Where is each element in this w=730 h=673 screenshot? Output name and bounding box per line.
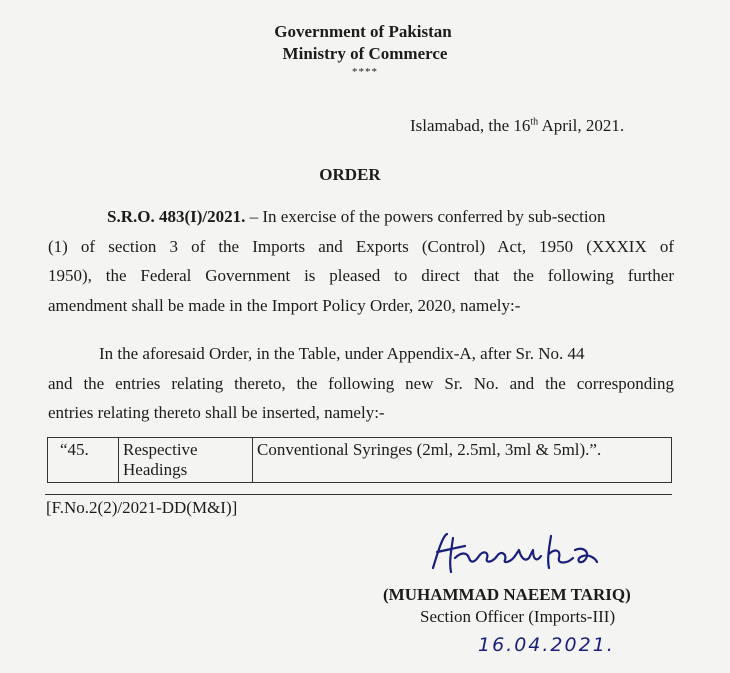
handwritten-date: 16.04.2021. [478, 634, 615, 656]
para2-line1: In the aforesaid Order, in the Table, under Appendix-A, after Sr. No. 44 [99, 344, 585, 363]
file-number: [F.No.2(2)/2021-DD(M&I)] [46, 498, 238, 517]
date-suffix: April, 2021. [538, 116, 625, 135]
sro-number: S.R.O. 483(I)/2021. [107, 207, 246, 226]
heading-cell [119, 438, 253, 483]
description-cell: Conventional Syringes (2ml, 2.5ml, 3ml & 5ml).”. [253, 438, 672, 483]
signatory-name: (MUHAMMAD NAEEM TARIQ) [383, 585, 631, 604]
para1-line3: 1950), the Federal Government is pleased to direct that the following further [48, 266, 674, 285]
para1-line1-text: – In exercise of the powers conferred by sub-section [245, 207, 606, 226]
heading-line1: Respective [123, 440, 198, 459]
order-title: ORDER [319, 165, 381, 184]
para1-line4: amendment shall be made in the Import Policy Order, 2020, namely:- [48, 296, 521, 315]
date-prefix: Islamabad, the 16 [410, 116, 531, 135]
signature-drawing [425, 528, 605, 578]
table-row [48, 438, 672, 483]
amendment-table [47, 437, 672, 483]
ministry-heading: Ministry of Commerce [282, 44, 448, 63]
government-heading: Government of Pakistan [274, 22, 452, 41]
date-ordinal: th [530, 116, 539, 128]
serial-cell: “45. [48, 438, 119, 483]
signatory-designation: Section Officer (Imports-III) [420, 607, 616, 626]
handwritten-signature [425, 528, 605, 578]
para1-line1 [107, 207, 606, 227]
heading-line2: Headings [123, 460, 188, 479]
divider-line [45, 494, 672, 495]
para2-line3: entries relating thereto shall be inserted, namely:- [48, 403, 385, 422]
para2-line2: and the entries relating thereto, the following new Sr. No. and the corresponding [48, 374, 674, 393]
header-separator: **** [352, 66, 378, 78]
date-line [410, 116, 624, 136]
para1-line2: (1) of section 3 of the Imports and Exports (Control) Act, 1950 (XXXIX of [48, 237, 674, 256]
